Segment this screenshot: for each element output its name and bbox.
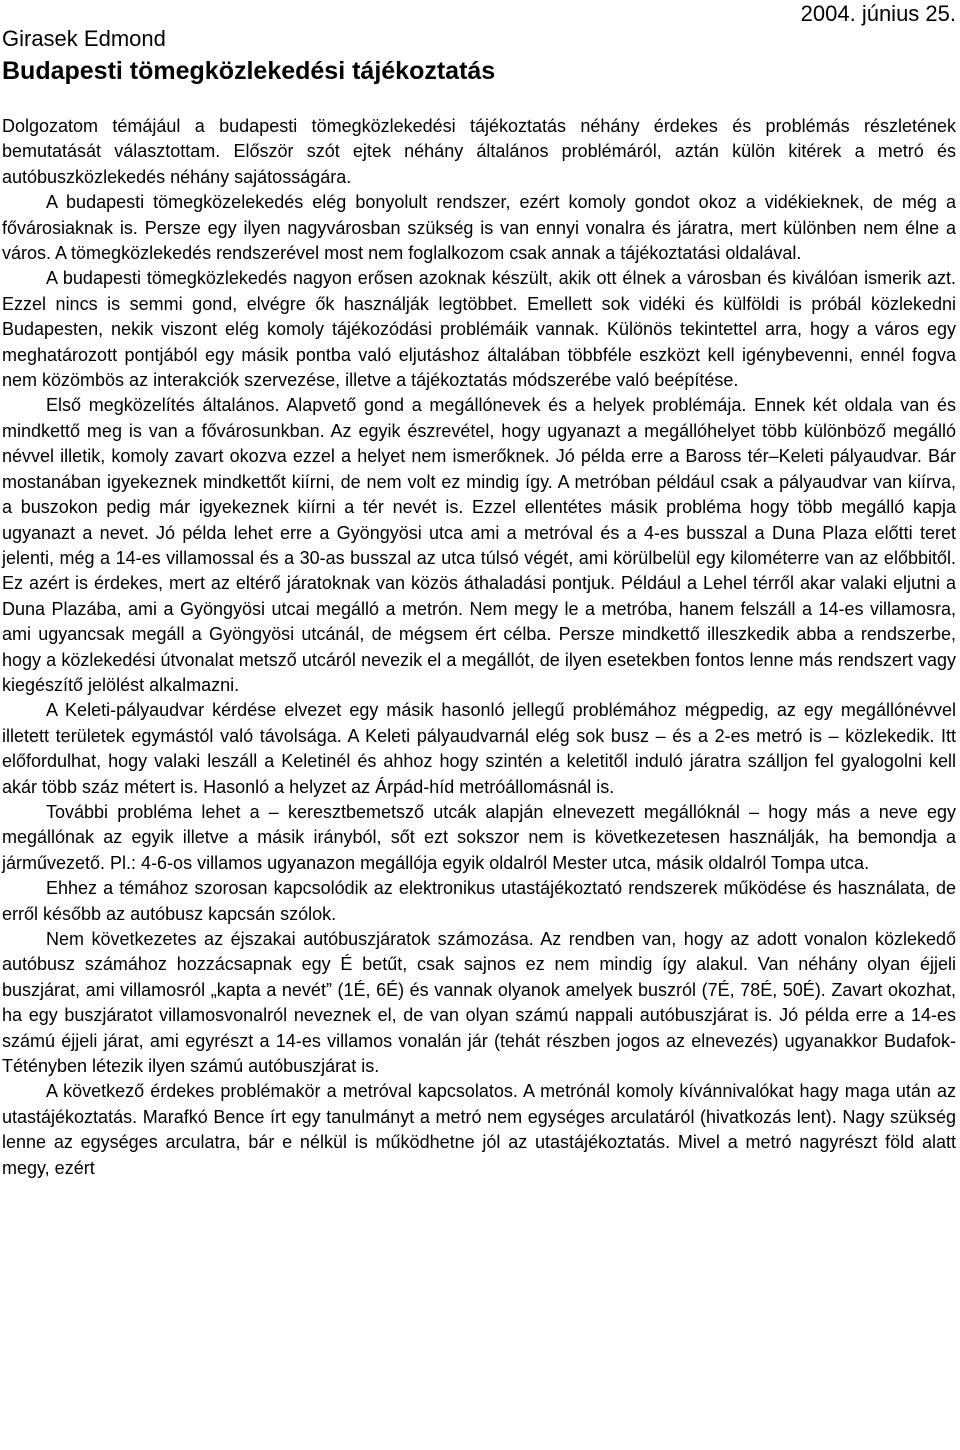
author-name: Girasek Edmond	[2, 26, 166, 51]
paragraph: Nem következetes az éjszakai autóbuszjáratok számozása. Az rendben van, hogy az adott vonalon közlekedő autóbusz számához hozzácsapnak egy É betűt, csak sajnos ez nem mindig így alakul. Van néhány olyan éjjeli buszjárat, ami villamosról „kapta a nevét” (1É, 6É) és vannak olyanok amelyek buszról (7É, 78É, 50É). Zavart okozhat, ha egy buszjáratot villamosvonalról neveznek el, de van olyan számú nappali autóbuszjárat is. Jó példa erre a 14-es számú éjjeli járat, ami egyrészt a 14-es villamos vonalán jár (tehát részben jogos az elnevezés) ugyanakkor Budafok-Tétényben létezik ilyen számú autóbuszjárat is.	[2, 929, 956, 1077]
document-date: 2004. június 25.	[800, 1, 956, 26]
document-body	[2, 114, 956, 1181]
paragraph: A budapesti tömegközlekedés nagyon erősen azoknak készült, akik ott élnek a városban és kiválóan ismerik azt. Ezzel nincs is semmi gond, elvégre ők használják legtöbbet. Emellett sok vidéki és külföldi is próbál közlekedni Budapesten, nekik viszont elég komoly tájékozódási problémáik vannak. Különös tekintettel arra, hogy a város egy meghatározott pontjából egy másik pontba való eljutáshoz általában többféle eszközt kell igénybevenni, ennél fogva nem közömbös az interakciók szervezése, illetve a tájékoztatás módszerébe való beépítése.	[2, 268, 956, 391]
paragraph: A Keleti-pályaudvar kérdése elvezet egy másik hasonló jellegű problémához mégpedig, az egy megállónévvel illetett területek egymástól való távolsága. A Keleti pályaudvarnál elég sok busz – és a 2-es metró is – közlekedik. Itt előfordulhat, hogy valaki leszáll a Keletinél és ahhoz hogy szintén a keletitől induló járatra szálljon fel gyalogolni kell akár több száz métert is. Hasonló a helyzet az Árpád-híd metróállomásnál is.	[2, 700, 956, 797]
paragraph: További probléma lehet a – keresztbemetsző utcák alapján elnevezett megállóknál – hogy más a neve egy megállónak az egyik illetve a másik irányból, sőt ezt sokszor nem is következetesen használják, ha bemondja a járművezető. Pl.: 4-6-os villamos ugyanazon megállója egyik oldalról Mester utca, másik oldalról Tompa utca.	[2, 801, 956, 873]
paragraph: Dolgozatom témájául a budapesti tömegközlekedési tájékoztatás néhány érdekes és problémás részletének bemutatását választottam. Először szót ejtek néhány általános problémáról, aztán külön kitérek a metró és autóbuszközlekedés néhány sajátosságára.	[2, 116, 956, 187]
document-title: Budapesti tömegközlekedési tájékoztatás	[2, 57, 496, 85]
paragraph: Ehhez a témához szorosan kapcsolódik az elektronikus utastájékoztató rendszerek működése és használata, de erről később az autóbusz kapcsán szólok.	[2, 878, 956, 924]
paragraph: Első megközelítés általános. Alapvető gond a megállónevek és a helyek problémája. Ennek két oldala van és mindkettő meg is van a fővárosunkban. Az egyik észrevétel, hogy ugyanazt a megállóhelyet több különböző megálló névvel illetik, komoly zavart okozva ezzel a helyet nem ismerőknek. Jó példa erre a Baross tér–Keleti pályaudvar. Bár mostanában igyekeznek mindkettőt kiírni, de nem volt ez mindig így. A metróban például csak a pályaudvar van kiírva, a buszokon pedig már igyekeznek kiírni a tér nevét is. Ezzel ellentétes másik probléma hogy több megálló kapja ugyanazt a nevet. Jó példa lehet erre a Gyöngyösi utca ami a metróval és a 4-es busszal a Duna Plaza előtti teret jelenti, még a 14-es villamossal és a 30-as busszal az utca túlsó végét, ami körülbelül egy kilométerre van az előbbitől. Ez azért is érdekes, mert az eltérő járatoknak van közös áthaladási pontjuk. Például a Lehel térről akar valaki eljutni a Duna Plazába, ami a Gyöngyösi utcai megálló a metrón. Nem megy le a metróba, hanem felszáll a 14-es villamosra, ami ugyancsak megáll a Gyöngyösi utcánál, de mégsem ért célba. Persze mindkettő illeszkedik abba a rendszerbe, hogy a közlekedési útvonalat metsző utcáról nevezik el a megállót, de ilyen esetekben fontos lenne más rendszert vagy kiegészítő jelölést alkalmazni.	[2, 395, 956, 695]
paragraph: A budapesti tömegközelekedés elég bonyolult rendszer, ezért komoly gondot okoz a vidékieknek, de még a fővárosiaknak is. Persze egy ilyen nagyvárosban szükség is van ennyi vonalra és járatra, mert különben nem élne a város. A tömegközlekedés rendszerével most nem foglalkozom csak annak a tájékoztatási oldalával.	[2, 192, 956, 264]
paragraph: A következő érdekes problémakör a metróval kapcsolatos. A metrónál komoly kívánnivalókat hagy maga után az utastájékoztatás. Marafkó Bence írt egy tanulmányt a metró nem egységes arculatáról (hivatkozás lent). Nagy szükség lenne az egységes arculatra, bár e nélkül is működhetne jól az utastájékoztatás. Mivel a metró nagyrészt föld alatt megy, ezért	[2, 1081, 956, 1178]
